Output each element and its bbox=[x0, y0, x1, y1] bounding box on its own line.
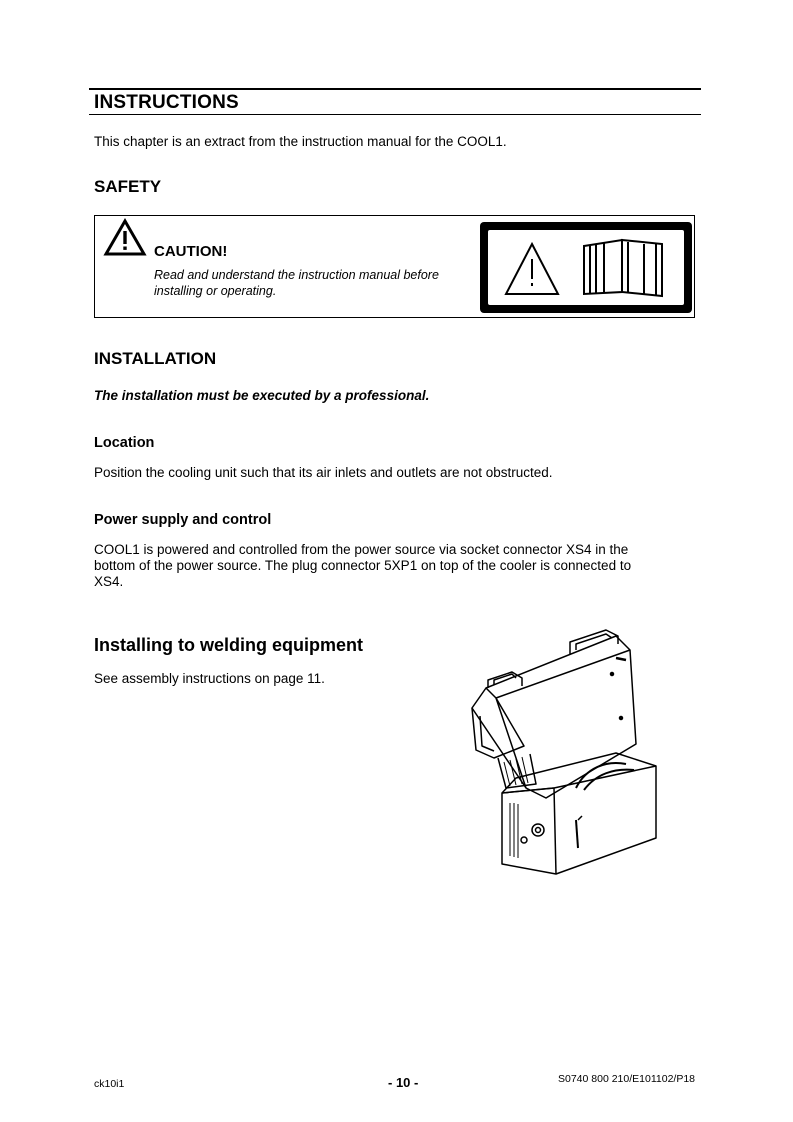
page-number: - 10 - bbox=[388, 1075, 419, 1090]
power-text-line-3: XS4. bbox=[94, 574, 124, 589]
footer-document-id: S0740 800 210/E101102/P18 bbox=[558, 1073, 696, 1085]
location-heading: Location bbox=[94, 435, 155, 451]
power-text-line-1: COOL1 is powered and controlled from the power source via socket connector XS4 in the bbox=[94, 542, 629, 557]
installation-note: The installation must be executed by a professional. bbox=[94, 388, 430, 403]
header-rule-bottom bbox=[89, 114, 701, 115]
header-rule-top bbox=[89, 88, 701, 90]
read-manual-sign-icon bbox=[480, 222, 692, 313]
caution-box bbox=[94, 215, 695, 318]
welding-text: See assembly instructions on page 11. bbox=[94, 671, 325, 686]
location-text: Position the cooling unit such that its air inlets and outlets are not obstructed. bbox=[94, 465, 553, 480]
safety-heading: SAFETY bbox=[94, 177, 162, 196]
caution-line-2: installing or operating. bbox=[154, 284, 277, 298]
welding-heading: Installing to welding equipment bbox=[94, 635, 363, 655]
power-text-line-2: bottom of the power source. The plug connector 5XP1 on top of the cooler is connected to bbox=[94, 558, 632, 573]
warning-triangle-icon bbox=[103, 218, 147, 258]
power-heading: Power supply and control bbox=[94, 512, 272, 528]
page-title: INSTRUCTIONS bbox=[94, 92, 239, 113]
welding-equipment-illustration bbox=[466, 628, 664, 880]
caution-line-1: Read and understand the instruction manual before bbox=[154, 268, 439, 282]
installation-heading: INSTALLATION bbox=[94, 349, 217, 368]
footer-doc-code: ck10i1 bbox=[94, 1078, 125, 1090]
intro-text: This chapter is an extract from the instruction manual for the COOL1. bbox=[94, 134, 507, 149]
caution-title: CAUTION! bbox=[154, 243, 228, 260]
